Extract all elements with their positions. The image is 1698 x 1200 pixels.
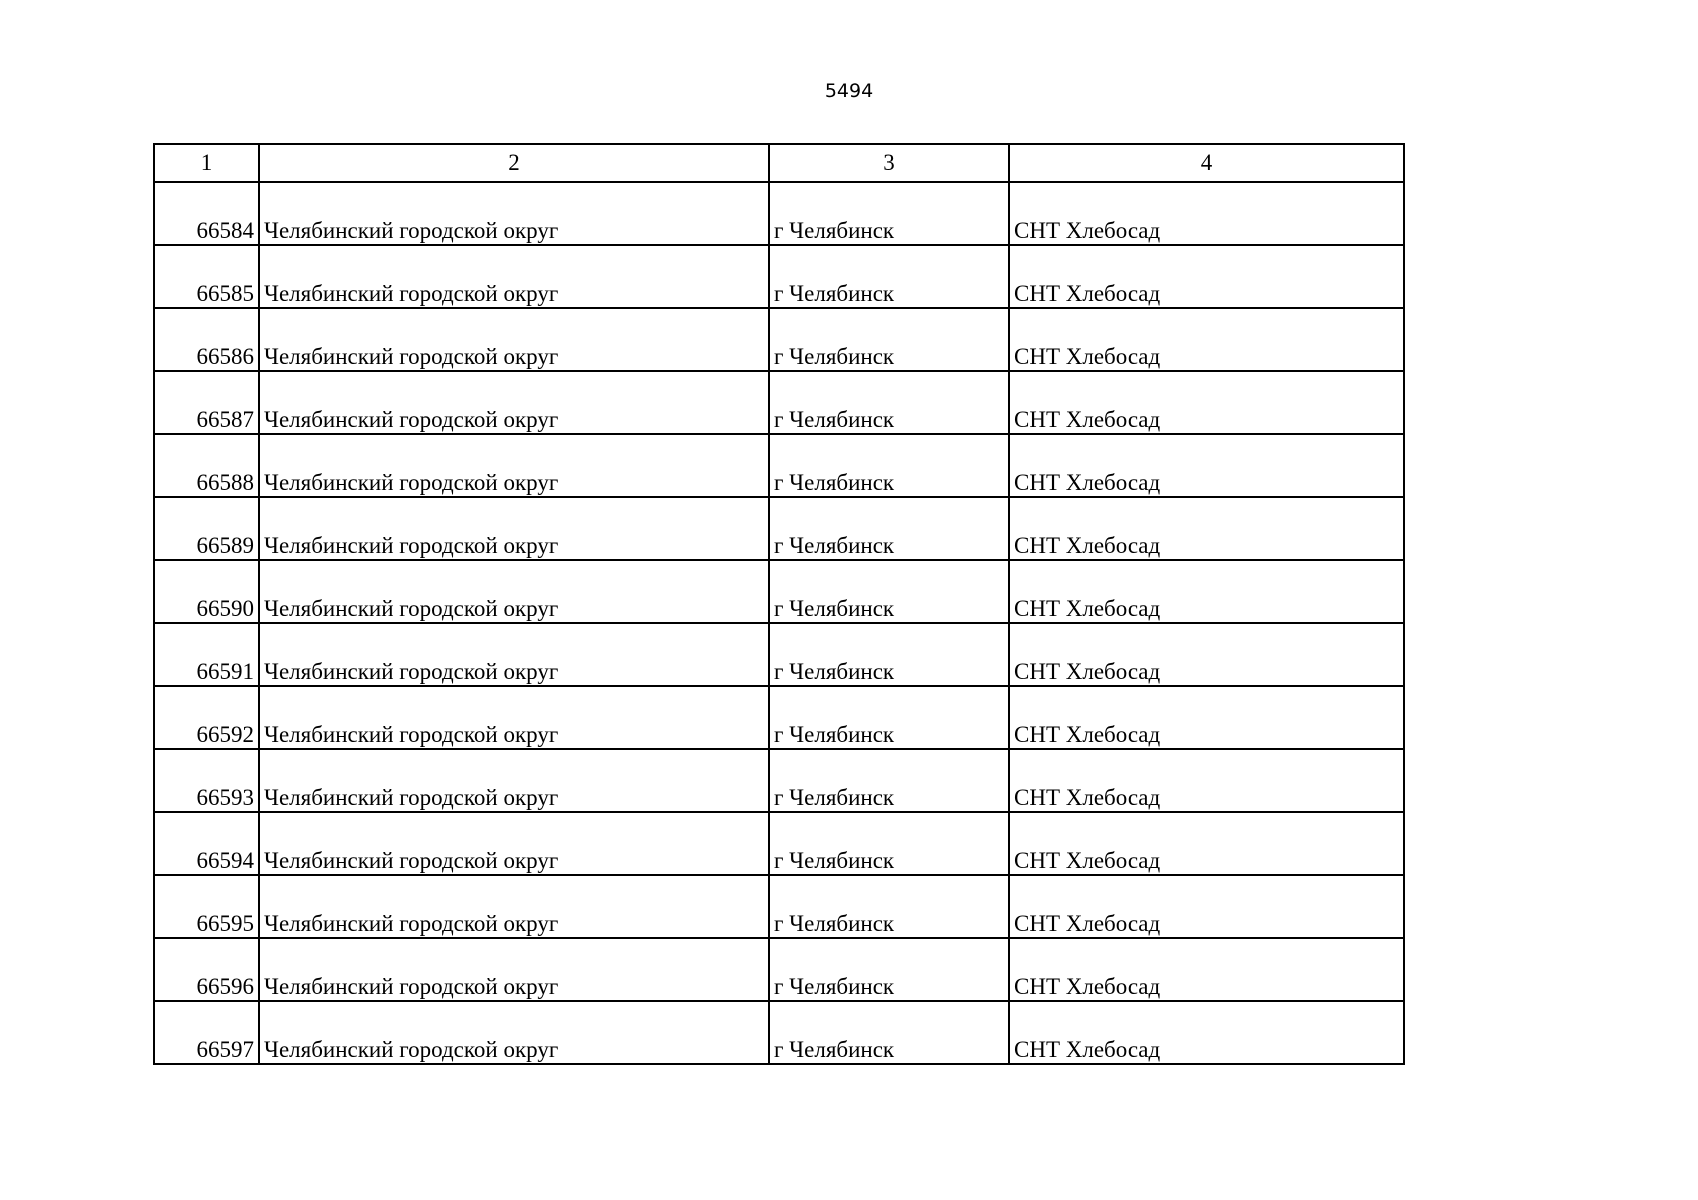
row-number-cell: 66596 [154, 938, 259, 1001]
row-number-cell: 66588 [154, 434, 259, 497]
table-row [154, 245, 1404, 308]
column-header-4: 4 [1009, 144, 1404, 182]
city-cell: г Челябинск [769, 308, 1009, 371]
district-cell: Челябинский городской округ [259, 245, 769, 308]
district-cell: Челябинский городской округ [259, 875, 769, 938]
settlement-cell: СНТ Хлебосад [1009, 749, 1404, 812]
header-row [154, 144, 1404, 182]
district-cell: Челябинский городской округ [259, 560, 769, 623]
registry-table [153, 143, 1405, 1065]
table-row [154, 812, 1404, 875]
table-header [154, 144, 1404, 182]
table-row [154, 1001, 1404, 1064]
table-row [154, 623, 1404, 686]
column-header-3: 3 [769, 144, 1009, 182]
row-number-cell: 66594 [154, 812, 259, 875]
column-header-1: 1 [154, 144, 259, 182]
table-row [154, 560, 1404, 623]
settlement-cell: СНТ Хлебосад [1009, 560, 1404, 623]
district-cell: Челябинский городской округ [259, 371, 769, 434]
table-body [154, 182, 1404, 1064]
page-number: 5494 [824, 80, 874, 102]
settlement-cell: СНТ Хлебосад [1009, 875, 1404, 938]
table-row [154, 875, 1404, 938]
city-cell: г Челябинск [769, 938, 1009, 1001]
city-cell: г Челябинск [769, 434, 1009, 497]
city-cell: г Челябинск [769, 749, 1009, 812]
city-cell: г Челябинск [769, 875, 1009, 938]
table-row [154, 686, 1404, 749]
table-row [154, 749, 1404, 812]
row-number-cell: 66586 [154, 308, 259, 371]
settlement-cell: СНТ Хлебосад [1009, 371, 1404, 434]
city-cell: г Челябинск [769, 686, 1009, 749]
row-number-cell: 66584 [154, 182, 259, 245]
settlement-cell: СНТ Хлебосад [1009, 434, 1404, 497]
settlement-cell: СНТ Хлебосад [1009, 812, 1404, 875]
district-cell: Челябинский городской округ [259, 623, 769, 686]
row-number-cell: 66595 [154, 875, 259, 938]
district-cell: Челябинский городской округ [259, 308, 769, 371]
row-number-cell: 66585 [154, 245, 259, 308]
city-cell: г Челябинск [769, 182, 1009, 245]
city-cell: г Челябинск [769, 812, 1009, 875]
row-number-cell: 66592 [154, 686, 259, 749]
table-row [154, 182, 1404, 245]
table-row [154, 308, 1404, 371]
district-cell: Челябинский городской округ [259, 434, 769, 497]
table-row [154, 371, 1404, 434]
row-number-cell: 66593 [154, 749, 259, 812]
settlement-cell: СНТ Хлебосад [1009, 245, 1404, 308]
row-number-cell: 66591 [154, 623, 259, 686]
table-row [154, 434, 1404, 497]
row-number-cell: 66590 [154, 560, 259, 623]
city-cell: г Челябинск [769, 371, 1009, 434]
settlement-cell: СНТ Хлебосад [1009, 686, 1404, 749]
district-cell: Челябинский городской округ [259, 497, 769, 560]
district-cell: Челябинский городской округ [259, 686, 769, 749]
city-cell: г Челябинск [769, 1001, 1009, 1064]
district-cell: Челябинский городской округ [259, 182, 769, 245]
district-cell: Челябинский городской округ [259, 749, 769, 812]
row-number-cell: 66587 [154, 371, 259, 434]
settlement-cell: СНТ Хлебосад [1009, 623, 1404, 686]
column-header-2: 2 [259, 144, 769, 182]
district-cell: Челябинский городской округ [259, 812, 769, 875]
district-cell: Челябинский городской округ [259, 1001, 769, 1064]
settlement-cell: СНТ Хлебосад [1009, 1001, 1404, 1064]
row-number-cell: 66589 [154, 497, 259, 560]
settlement-cell: СНТ Хлебосад [1009, 308, 1404, 371]
settlement-cell: СНТ Хлебосад [1009, 182, 1404, 245]
district-cell: Челябинский городской округ [259, 938, 769, 1001]
row-number-cell: 66597 [154, 1001, 259, 1064]
table-row [154, 497, 1404, 560]
settlement-cell: СНТ Хлебосад [1009, 497, 1404, 560]
city-cell: г Челябинск [769, 245, 1009, 308]
table-row [154, 938, 1404, 1001]
settlement-cell: СНТ Хлебосад [1009, 938, 1404, 1001]
city-cell: г Челябинск [769, 497, 1009, 560]
city-cell: г Челябинск [769, 560, 1009, 623]
city-cell: г Челябинск [769, 623, 1009, 686]
